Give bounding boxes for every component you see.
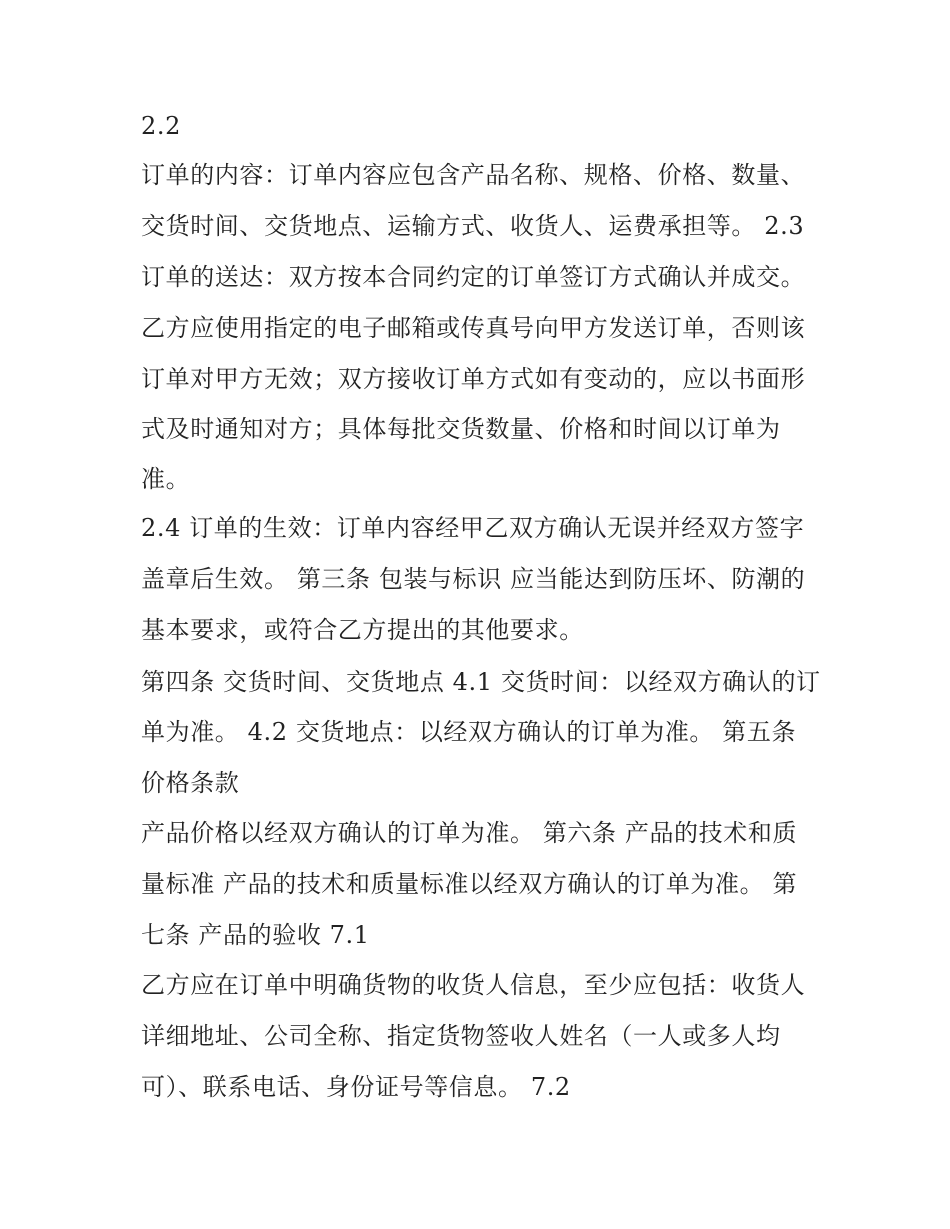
text-line: 量标准 产品的技术和质量标准以经双方确认的订单为准。 第 — [141, 870, 798, 898]
text-line: 订单对甲方无效；双方接收订单方式如有变动的，应以书面形 — [141, 365, 806, 393]
text-line: 2.4 订单的生效：订单内容经甲乙双方确认无误并经双方签字 — [141, 514, 805, 542]
text-line: 盖章后生效。 第三条 包装与标识 应当能达到防压坏、防潮的 — [141, 565, 806, 593]
text-line: 价格条款 — [141, 769, 240, 797]
text-line: 七条 产品的验收 7.1 — [141, 921, 370, 949]
text-line: 式及时通知对方；具体每批交货数量、价格和时间以订单为 — [141, 415, 781, 443]
text-line: 准。 — [141, 465, 191, 493]
text-line: 可）、联系电话、身份证号等信息。 7.2 — [141, 1073, 571, 1101]
text-line: 乙方应使用指定的电子邮箱或传真号向甲方发送订单，否则该 — [141, 314, 806, 342]
text-line: 2.2 — [141, 112, 181, 140]
text-line: 第四条 交货时间、交货地点 4.1 交货时间：以经双方确认的订 — [141, 668, 821, 696]
text-line: 基本要求，或符合乙方提出的其他要求。 — [141, 616, 584, 644]
text-line: 产品价格以经双方确认的订单为准。 第六条 产品的技术和质 — [141, 819, 798, 847]
text-line: 乙方应在订单中明确货物的收货人信息，至少应包括：收货人 — [141, 971, 806, 999]
text-line: 详细地址、公司全称、指定货物签收人姓名（一人或多人均 — [141, 1022, 781, 1050]
text-line: 订单的送达：双方按本合同约定的订单签订方式确认并成交。 — [141, 263, 806, 291]
text-line: 单为准。 4.2 交货地点：以经双方确认的订单为准。 第五条 — [141, 718, 797, 746]
text-line: 交货时间、交货地点、运输方式、收货人、运费承担等。 2.3 — [141, 212, 805, 240]
text-line: 订单的内容：订单内容应包含产品名称、规格、价格、数量、 — [141, 161, 806, 189]
